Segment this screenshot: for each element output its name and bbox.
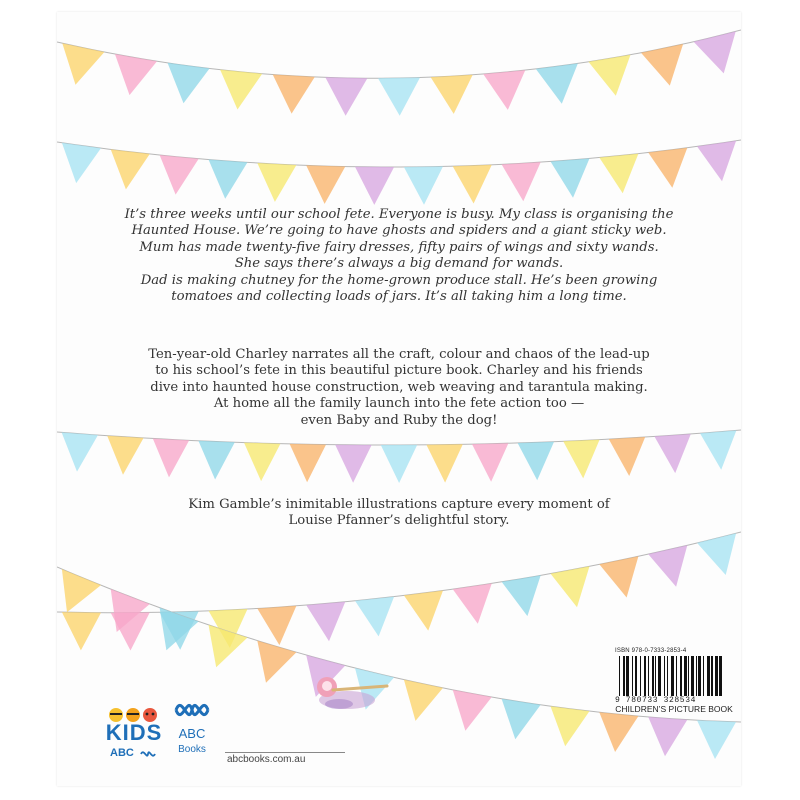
bunting-flag bbox=[697, 141, 736, 181]
barcode-bar bbox=[719, 656, 722, 696]
bunting-flag bbox=[325, 77, 367, 116]
illustrator-credit bbox=[57, 497, 741, 530]
barcode-bar bbox=[655, 656, 656, 696]
bunting-flag bbox=[160, 155, 199, 195]
barcode bbox=[615, 656, 733, 696]
abc-books-logo bbox=[170, 696, 214, 768]
bunting-flag bbox=[290, 444, 326, 482]
bunting-flag bbox=[153, 439, 189, 478]
kids-abc-wordmark: ABC bbox=[110, 747, 134, 759]
abc-books-books-label: Books bbox=[178, 744, 206, 755]
bunting-flag bbox=[648, 717, 687, 756]
barcode-bar bbox=[691, 656, 694, 696]
bunting-flag bbox=[453, 583, 492, 623]
barcode-bar bbox=[658, 656, 661, 696]
bunting-flag bbox=[404, 591, 443, 631]
bunting-flag bbox=[502, 699, 541, 740]
barcode-bar bbox=[703, 656, 704, 696]
bunting-flag bbox=[62, 612, 101, 650]
bunting-flag bbox=[381, 445, 417, 483]
bunting-flag bbox=[273, 75, 315, 114]
barcode-bar bbox=[635, 656, 637, 696]
abc-lissajous-icon bbox=[139, 749, 157, 759]
bunting-flag bbox=[62, 43, 104, 85]
bunting-flag bbox=[62, 569, 101, 612]
bunting-flag bbox=[648, 148, 687, 188]
barcode-bar bbox=[715, 656, 718, 696]
bunting-flag bbox=[306, 602, 345, 642]
barcode-bar bbox=[640, 656, 641, 696]
book-category: CHILDREN’S PICTURE BOOK bbox=[615, 704, 733, 714]
bunting-flag bbox=[244, 443, 280, 482]
story-excerpt-line: Haunted House. We’re going to have ghosts and spiders and a giant sticky web. bbox=[131, 223, 667, 239]
description-line: even Baby and Ruby the dog! bbox=[300, 412, 498, 428]
barcode-bar bbox=[623, 656, 625, 696]
story-excerpt-line: tomatoes and collecting loads of jars. It’s all taking him a long time. bbox=[171, 289, 627, 305]
abc-books-abc-label: ABC bbox=[178, 726, 206, 741]
bunting-flag bbox=[551, 706, 590, 746]
barcode-bar bbox=[684, 656, 687, 696]
website-divider bbox=[225, 752, 345, 753]
bunting-string bbox=[57, 532, 741, 613]
barcode-bar bbox=[676, 656, 677, 696]
bunting-flag bbox=[209, 160, 248, 199]
bunting-flag bbox=[453, 690, 492, 731]
bunting-string bbox=[57, 140, 741, 167]
barcode-bar bbox=[671, 656, 674, 696]
bunting-flag bbox=[453, 165, 492, 204]
barcode-bar bbox=[626, 656, 629, 696]
description-line: dive into haunted house construction, web weaving and tarantula making. bbox=[150, 379, 648, 395]
bunting-flag bbox=[257, 163, 296, 202]
bunting-flag bbox=[220, 70, 262, 110]
description-line: to his school’s fete in this beautiful picture book. Charley and his friends bbox=[155, 363, 643, 379]
bunting-flag bbox=[700, 430, 736, 469]
bunting-flag bbox=[426, 444, 462, 482]
bunting-flag bbox=[654, 434, 690, 473]
barcode-bar bbox=[632, 656, 633, 696]
bunting-flag bbox=[209, 625, 248, 668]
barcode-bar bbox=[619, 656, 620, 696]
bunting-flag bbox=[536, 63, 578, 103]
bunting-flag bbox=[694, 31, 736, 73]
bunting-flag bbox=[355, 167, 394, 205]
story-excerpt-line: Mum has made twenty-five fairy dresses, fifty pairs of wings and sixty wands. bbox=[139, 239, 659, 255]
bunting-flag bbox=[168, 63, 210, 104]
abc-kids-logo bbox=[101, 704, 167, 764]
bunting-flag bbox=[483, 70, 525, 110]
bunting-flag bbox=[355, 597, 394, 637]
barcode-bar bbox=[667, 656, 668, 696]
bunting-flag bbox=[472, 443, 508, 482]
bunting-flag bbox=[431, 75, 473, 114]
barcode-digits: 9 780733 328534 bbox=[615, 696, 697, 705]
bunting-flag bbox=[257, 606, 296, 645]
bunting-flag bbox=[697, 720, 736, 759]
barcode-bar bbox=[696, 656, 697, 696]
bunting-flag bbox=[306, 165, 345, 204]
bunting-flag bbox=[335, 445, 371, 483]
book-back-cover bbox=[57, 12, 741, 786]
barcode-bar bbox=[688, 656, 689, 696]
bunting-flag bbox=[198, 441, 234, 480]
bunting-flag bbox=[599, 712, 638, 752]
barcode-bar bbox=[698, 656, 701, 696]
bunting-flag bbox=[641, 44, 683, 86]
bunting-flag bbox=[502, 162, 541, 201]
credit-line: Kim Gamble’s inimitable illustrations capture every moment of bbox=[188, 497, 610, 512]
description-line: Ten-year-old Charley narrates all the craft, colour and chaos of the lead-up bbox=[148, 347, 650, 362]
bunting-flag bbox=[502, 575, 541, 616]
bunting-flag bbox=[107, 436, 143, 475]
barcode-bar bbox=[664, 656, 665, 696]
credit-line: Louise Pfanner’s delightful story. bbox=[288, 513, 510, 529]
bunting-flag bbox=[378, 78, 420, 116]
bunting-flag bbox=[697, 533, 736, 575]
barcode-bar bbox=[680, 656, 682, 696]
bunting-flag bbox=[404, 166, 443, 204]
description-line: At home all the family launch into the fete action too — bbox=[213, 396, 585, 412]
bunting-flag bbox=[563, 440, 599, 479]
barcode-bar bbox=[707, 656, 710, 696]
isbn-label: ISBN 978-0-7333-2853-4 bbox=[615, 648, 687, 654]
story-excerpt-line: She says there’s always a big demand for wands. bbox=[234, 256, 564, 272]
bunting-flag bbox=[599, 556, 638, 597]
story-excerpt-line: Dad is making chutney for the home-grown produce stall. He’s been growing bbox=[140, 272, 658, 288]
barcode-bar bbox=[652, 656, 654, 696]
story-excerpt-line: It’s three weeks until our school fete. Everyone is busy. My class is organising the bbox=[124, 207, 674, 222]
bunting-flag bbox=[115, 54, 157, 95]
spilled-paint-illustration bbox=[287, 642, 407, 722]
kids-wordmark: KIDS bbox=[105, 720, 163, 745]
abc-lissajous-logo-icon bbox=[170, 696, 214, 724]
barcode-bar bbox=[711, 656, 713, 696]
story-excerpt bbox=[57, 207, 741, 305]
publisher-website: abcbooks.com.au bbox=[227, 754, 306, 765]
bunting-flag bbox=[609, 437, 645, 476]
isbn-block bbox=[615, 648, 733, 705]
bunting-string bbox=[57, 30, 741, 78]
bunting-flag bbox=[599, 154, 638, 194]
barcode-bar bbox=[648, 656, 649, 696]
bunting-flag bbox=[648, 545, 687, 587]
barcode-bar bbox=[644, 656, 646, 696]
bunting-flag bbox=[404, 680, 443, 721]
bunting-flag bbox=[62, 143, 101, 183]
bunting-flag bbox=[588, 55, 630, 96]
bunting-flag bbox=[551, 158, 590, 197]
bunting-flag bbox=[62, 432, 98, 471]
book-description bbox=[57, 347, 741, 429]
bunting-flag bbox=[518, 442, 554, 481]
bunting-flag bbox=[111, 149, 150, 189]
